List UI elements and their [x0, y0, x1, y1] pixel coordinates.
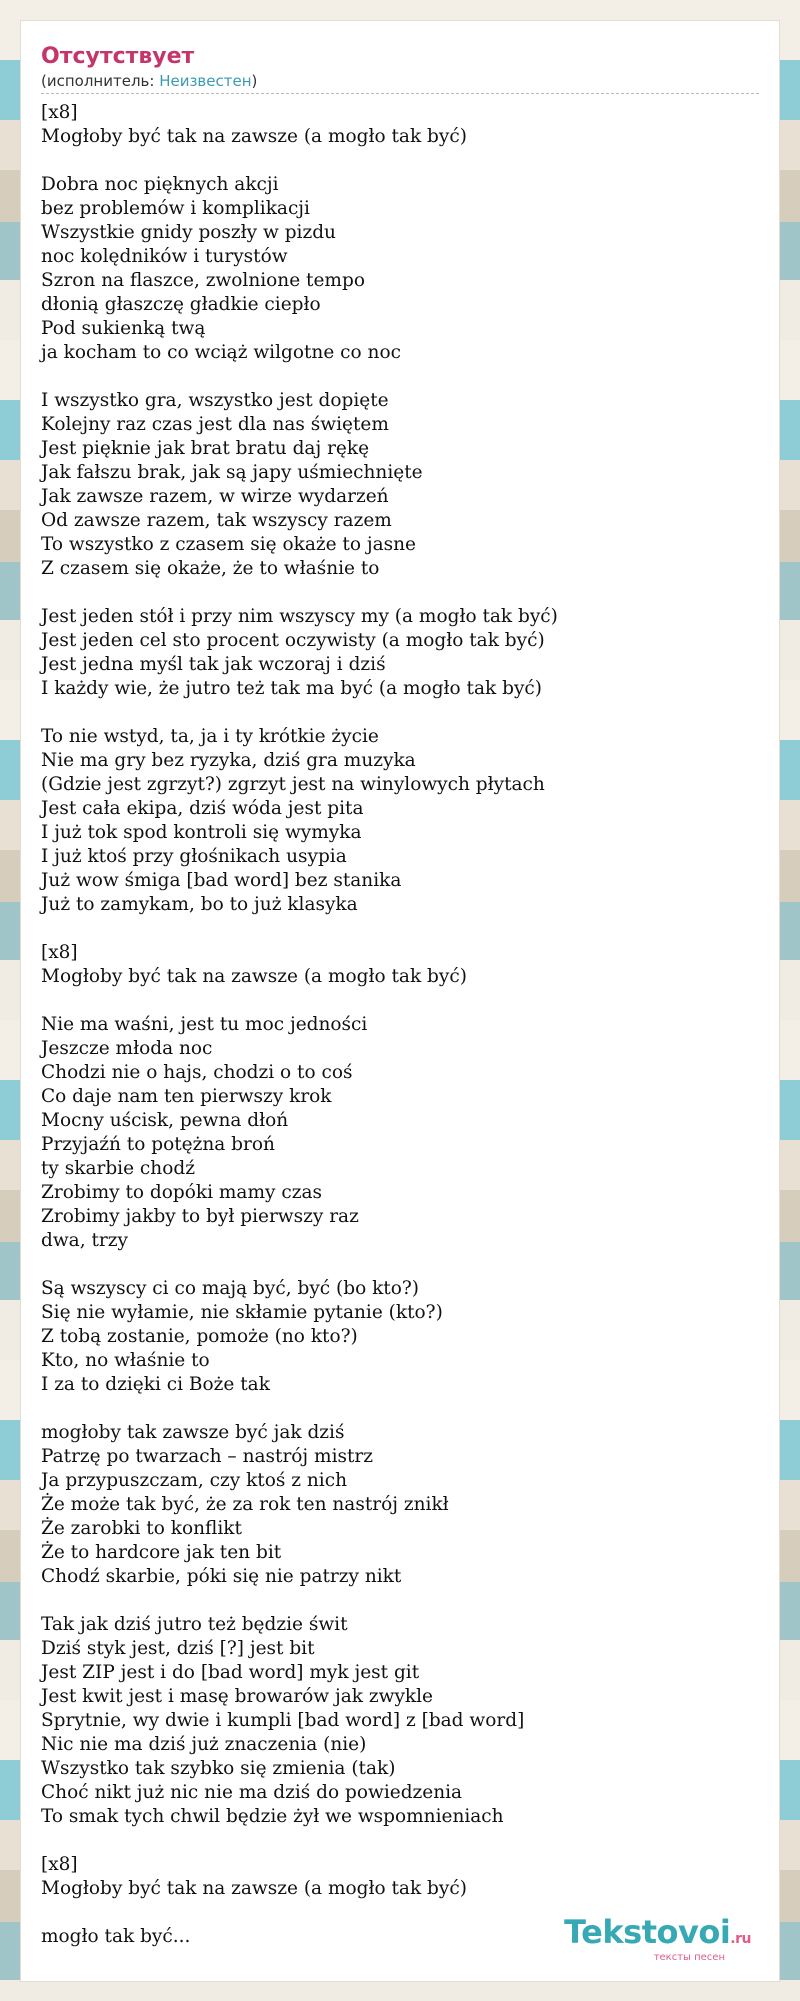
lyric-line: Że może tak być, że za rok ten nastrój znikł: [41, 1494, 449, 1515]
lyric-line: Mocny uścisk, pewna dłoń: [41, 1110, 289, 1131]
lyric-line: [41, 1253, 759, 1277]
artist-link[interactable]: Неизвестен: [159, 72, 252, 90]
lyric-line: Jest ZIP jest i do [bad word] myk jest git: [41, 1662, 420, 1683]
artist-suffix: ): [251, 72, 258, 90]
lyric-line: Zrobimy to dopóki mamy czas: [41, 1182, 322, 1203]
lyric-line: Jest jedna myśl tak jak wczoraj i dziś: [41, 654, 386, 675]
logo-tld: .ru: [730, 1931, 751, 1947]
lyric-line: I już ktoś przy głośnikach usypia: [41, 846, 347, 867]
lyric-line: [x8]: [41, 102, 78, 123]
lyric-line: Że zarobki to konflikt: [41, 1518, 242, 1539]
lyric-line: [41, 149, 759, 173]
lyric-line: I wszystko gra, wszystko jest dopięte: [41, 390, 389, 411]
lyrics-card: [21, 21, 779, 1981]
lyric-line: Mogłoby być tak na zawsze (a mogło tak być): [41, 966, 467, 987]
lyric-line: I za to dzięki ci Boże tak: [41, 1374, 270, 1395]
lyric-line: Choć nikt już nic nie ma dziś do powiedzenia: [41, 1782, 463, 1803]
lyric-line: noc kolędników i turystów: [41, 246, 288, 267]
lyric-line: Nie ma gry bez ryzyka, dziś gra muzyka: [41, 750, 416, 771]
lyric-line: Jest cała ekipa, dziś wóda jest pita: [41, 798, 364, 819]
lyric-line: Od zawsze razem, tak wszyscy razem: [41, 510, 392, 531]
site-logo[interactable]: [564, 1915, 751, 1963]
lyric-line: [41, 581, 759, 605]
lyric-line: bez problemów i komplikacji: [41, 198, 310, 219]
song-header: [41, 43, 759, 94]
lyric-line: Dobra noc pięknych akcji: [41, 174, 279, 195]
lyric-line: Zrobimy jakby to był pierwszy raz: [41, 1206, 359, 1227]
artist-line: [41, 71, 759, 94]
lyric-line: Ja przypuszczam, czy ktoś z nich: [41, 1470, 347, 1491]
lyric-line: Jest jeden cel sto procent oczywisty (a mogło tak być): [41, 630, 545, 651]
lyric-line: Mogłoby być tak na zawsze (a mogło tak być): [41, 1878, 467, 1899]
lyric-line: ty skarbie chodź: [41, 1158, 195, 1179]
lyric-line: Szron na flaszce, zwolnione tempo: [41, 270, 365, 291]
logo-tagline: тексты песен: [653, 1952, 725, 1963]
lyric-line: [41, 1397, 759, 1421]
lyric-line: [41, 701, 759, 725]
lyric-line: [41, 989, 759, 1013]
lyric-line: Patrzę po twarzach – nastrój mistrz: [41, 1446, 374, 1467]
lyric-line: Tak jak dziś jutro też będzie świt: [41, 1614, 348, 1635]
lyric-line: To wszystko z czasem się okaże to jasne: [41, 534, 417, 555]
lyric-line: Się nie wyłamie, nie skłamie pytanie (kto?): [41, 1302, 443, 1323]
lyric-line: Jak fałszu brak, jak są japy uśmiechnięte: [41, 462, 423, 483]
song-title: Отсутствует: [41, 44, 195, 69]
lyric-line: Z czasem się okaże, że to właśnie to: [41, 558, 380, 579]
lyric-line: Jest kwit jest i masę browarów jak zwykle: [41, 1686, 433, 1707]
lyric-line: dwa, trzy: [41, 1230, 128, 1251]
lyric-line: (Gdzie jest zgrzyt?) zgrzyt jest na winylowych płytach: [41, 774, 545, 795]
lyric-line: ja kocham to co wciąż wilgotne co noc: [41, 342, 401, 363]
lyric-line: [x8]: [41, 942, 78, 963]
lyric-line: Kolejny raz czas jest dla nas świętem: [41, 414, 389, 435]
lyrics-text: [41, 101, 759, 1949]
lyric-line: Już to zamykam, bo to już klasyka: [41, 894, 358, 915]
lyric-line: Jeszcze młoda noc: [41, 1038, 213, 1059]
lyric-line: Dziś styk jest, dziś [?] jest bit: [41, 1638, 315, 1659]
lyric-line: [41, 1589, 759, 1613]
logo-name: Tekstovoi: [564, 1913, 731, 1951]
lyric-line: mogło tak być...: [41, 1926, 191, 1947]
lyric-line: Mogłoby być tak na zawsze (a mogło tak być): [41, 126, 467, 147]
lyric-line: Wszystko tak szybko się zmienia (tak): [41, 1758, 396, 1779]
lyric-line: [41, 365, 759, 389]
lyric-line: To smak tych chwil będzie żył we wspomnieniach: [41, 1806, 504, 1827]
lyric-line: Już wow śmiga [bad word] bez stanika: [41, 870, 402, 891]
lyric-line: Chodź skarbie, póki się nie patrzy nikt: [41, 1566, 402, 1587]
lyric-line: Nic nie ma dziś już znaczenia (nie): [41, 1734, 367, 1755]
lyric-line: To nie wstyd, ta, ja i ty krótkie życie: [41, 726, 379, 747]
lyric-line: Co daje nam ten pierwszy krok: [41, 1086, 332, 1107]
lyric-line: Przyjaźń to potężna broń: [41, 1134, 275, 1155]
lyric-line: Z tobą zostanie, pomoże (no kto?): [41, 1326, 358, 1347]
lyric-line: Że to hardcore jak ten bit: [41, 1542, 282, 1563]
lyric-line: [41, 1829, 759, 1853]
lyric-line: dłonią głaszczę gładkie ciepło: [41, 294, 321, 315]
lyric-line: [41, 917, 759, 941]
lyric-line: Jak zawsze razem, w wirze wydarzeń: [41, 486, 389, 507]
lyric-line: mogłoby tak zawsze być jak dziś: [41, 1422, 345, 1443]
lyric-line: Chodzi nie o hajs, chodzi o to coś: [41, 1062, 353, 1083]
artist-prefix: (исполнитель:: [41, 72, 160, 90]
lyric-line: Jest jeden stół i przy nim wszyscy my (a mogło tak być): [41, 606, 558, 627]
lyric-line: Jest pięknie jak brat bratu daj rękę: [41, 438, 370, 459]
lyric-line: I każdy wie, że jutro też tak ma być (a mogło tak być): [41, 678, 542, 699]
lyric-line: Nie ma waśni, jest tu moc jedności: [41, 1014, 368, 1035]
lyric-line: Kto, no właśnie to: [41, 1350, 210, 1371]
lyric-line: Sprytnie, wy dwie i kumpli [bad word] z [bad word]: [41, 1710, 525, 1731]
lyric-line: Wszystkie gnidy poszły w pizdu: [41, 222, 336, 243]
lyric-line: Są wszyscy ci co mają być, być (bo kto?): [41, 1278, 420, 1299]
lyric-line: Pod sukienką twą: [41, 318, 206, 339]
lyric-line: [x8]: [41, 1854, 78, 1875]
lyric-line: I już tok spod kontroli się wymyka: [41, 822, 362, 843]
